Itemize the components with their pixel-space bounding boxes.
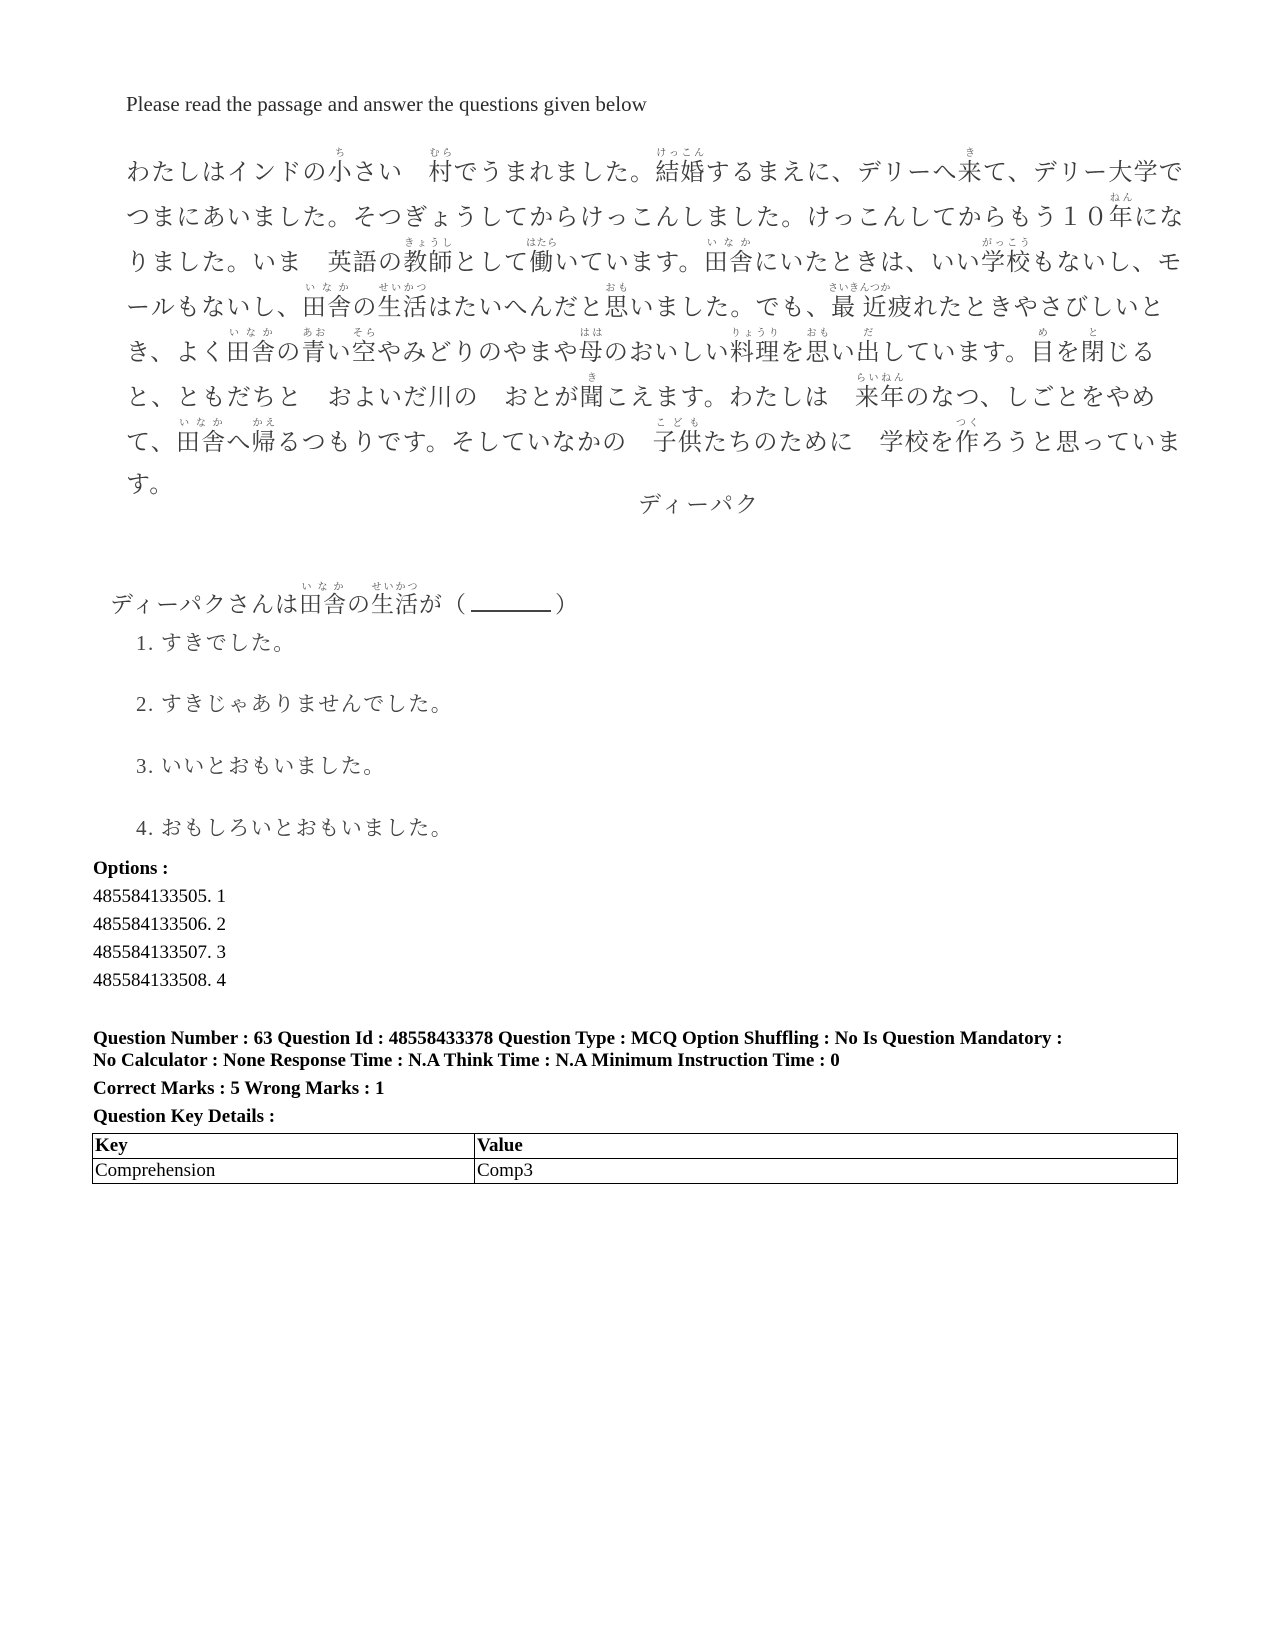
passage-segment: じる xyxy=(1105,338,1157,366)
furigana-word: 帰かえ xyxy=(251,418,277,456)
passage-segment: はたいへんだと xyxy=(427,293,605,321)
furigana-word: 閉と xyxy=(1080,328,1106,366)
passage-segment: を xyxy=(780,338,806,366)
furigana-word: 学校がっこう xyxy=(980,238,1032,276)
furigana-word: 最近さいきんつか xyxy=(828,283,891,321)
choice-text: おもしろいとおもいました。 xyxy=(160,816,454,840)
furigana-word: 目め xyxy=(1030,328,1056,366)
furigana-word: 料理りょうり xyxy=(729,328,781,366)
question-meta-line2: No Calculator : None Response Time : N.A Think Time : N.A Minimum Instruction Time : 0 xyxy=(93,1050,840,1071)
furigana-word: 子供こども xyxy=(652,418,703,456)
stem-text-before: ディーパクさんは xyxy=(110,592,300,618)
option-item: 485584133506. 2 xyxy=(93,914,226,935)
choice-text: すきじゃありませんでした。 xyxy=(160,692,454,716)
passage-segment: の xyxy=(378,248,404,276)
key-details-header: Question Key Details : xyxy=(93,1106,276,1127)
passage-segment: りました。いま xyxy=(126,248,328,276)
passage-segment: と、ともだちと およいだ川の おとが xyxy=(126,383,580,411)
table-header-key: Key xyxy=(93,1134,475,1159)
furigana-word: 田舎いなか xyxy=(301,283,353,321)
passage-line xyxy=(126,283,1165,328)
table-row xyxy=(93,1159,1178,1184)
passage-segment: のなつ、しごとをやめ xyxy=(905,383,1157,411)
passage-segment: ールもないし、 xyxy=(126,293,302,321)
stem-text-middle: の xyxy=(347,592,372,618)
passage-line xyxy=(126,328,1156,373)
furigana-word: 来年らいねん xyxy=(854,373,906,411)
choice-text: すきでした。 xyxy=(160,631,296,655)
passage-line xyxy=(126,418,1182,463)
passage-segment: わたしはインドの xyxy=(126,158,328,186)
passage-line xyxy=(126,238,1183,283)
passage-segment: ろうと思っていま xyxy=(980,428,1182,456)
stem-text-open: が（ xyxy=(419,592,468,618)
passage-segment: さい xyxy=(352,158,429,186)
table-cell-key: Comprehension xyxy=(93,1159,475,1184)
stem-text-close: ） xyxy=(555,592,580,618)
furigana-word: 母はは xyxy=(578,328,604,366)
furigana-word: 田舎いなか xyxy=(175,418,227,456)
question-stem xyxy=(110,582,579,619)
passage-segment: のおいしい xyxy=(603,338,730,366)
passage-author: ディーパク xyxy=(638,492,761,518)
furigana-word: 田舎いなか xyxy=(225,328,277,366)
passage-segment: き、よく xyxy=(126,338,226,366)
table-header-value: Value xyxy=(475,1134,1178,1159)
passage-segment: たちのために 学校を xyxy=(702,428,955,456)
passage-segment: やみどりのやまや xyxy=(377,338,579,366)
furigana-word: 出だ xyxy=(855,328,882,366)
passage-segment: い xyxy=(830,338,856,366)
furigana-word: 思おも xyxy=(604,283,630,321)
choice-number: 4. xyxy=(136,816,155,840)
passage-segment: こえます。わたしは xyxy=(604,383,855,411)
question-meta xyxy=(93,1028,1193,1072)
passage-line xyxy=(126,193,1185,238)
passage-segment: しています。 xyxy=(881,338,1031,366)
options-list xyxy=(93,855,226,995)
option-item: 485584133505. 1 xyxy=(93,886,226,907)
passage-segment: の xyxy=(276,338,302,366)
choice-number: 1. xyxy=(136,631,155,655)
passage-segment: れたときやさびしいと xyxy=(912,293,1165,321)
furigana-word: 思おも xyxy=(805,328,831,366)
passage-text xyxy=(126,148,1185,505)
furigana-word: 働はたら xyxy=(526,238,558,276)
passage-segment: にな xyxy=(1134,203,1185,231)
passage-segment: にいたときは、いい xyxy=(754,248,981,276)
choice-item xyxy=(136,750,386,780)
options-header: Options : xyxy=(93,858,169,879)
passage-segment: つまにあいました。そつぎょうしてからけっこんしました。けっこんしてからもう１０ xyxy=(126,203,1109,231)
passage-segment: でうまれました。 xyxy=(453,158,656,186)
furigana-word: 村むら xyxy=(428,148,454,186)
choice-item xyxy=(136,627,296,657)
choice-number: 2. xyxy=(136,692,155,716)
passage-segment: いています。 xyxy=(554,248,704,276)
furigana-word: 空そら xyxy=(351,328,378,366)
furigana-word: 聞き xyxy=(579,373,605,411)
option-item: 485584133508. 4 xyxy=(93,970,226,991)
table-header-row xyxy=(93,1134,1178,1159)
passage-segment: いました。でも、 xyxy=(629,293,832,321)
furigana-word: 年ねん xyxy=(1108,193,1134,231)
choice-text: いいとおもいました。 xyxy=(160,754,386,778)
passage-segment: の xyxy=(352,293,378,321)
passage-line xyxy=(126,148,1184,193)
passage-segment: もないし、モ xyxy=(1031,248,1183,276)
furigana-word: 田舎いなか xyxy=(703,238,755,276)
passage-segment: て、デリー大学で xyxy=(982,158,1184,186)
passage-instruction: Please read the passage and answer the questions given below xyxy=(126,92,647,116)
furigana-word: 作つく xyxy=(954,418,981,456)
passage-segment: て、 xyxy=(126,428,176,456)
key-details-table xyxy=(92,1133,1178,1184)
choice-item xyxy=(136,812,453,842)
furigana-word: 生活せいかつ xyxy=(377,283,428,321)
passage-segment: 英語 xyxy=(327,248,379,276)
passage-segment: へ xyxy=(226,428,252,456)
passage-line xyxy=(126,373,1156,418)
option-item: 485584133507. 3 xyxy=(93,942,226,963)
furigana-word: 来き xyxy=(957,148,983,186)
question-meta-line1: Question Number : 63 Question Id : 48558433378 Question Type : MCQ Option Shuffling : No Is Question Mandatory : xyxy=(93,1028,1063,1049)
answer-blank xyxy=(471,592,551,612)
stem-ruby-seikatsu: 生活せいかつ xyxy=(371,582,420,618)
passage-segment: るつもりです。そしていなかの xyxy=(276,428,653,456)
passage-segment: 疲 xyxy=(887,293,913,321)
passage-segment: するまえに、デリーへ xyxy=(705,158,958,186)
choice-item xyxy=(136,688,453,718)
stem-ruby-inaka: 田舎いなか xyxy=(299,582,348,618)
passage-segment: として xyxy=(453,248,530,276)
passage-segment: い xyxy=(326,338,352,366)
furigana-word: 結婚けっこん xyxy=(655,148,706,186)
furigana-word: 小ち xyxy=(327,148,353,186)
furigana-word: 青あお xyxy=(301,328,327,366)
passage-segment: を xyxy=(1055,338,1081,366)
table-cell-value: Comp3 xyxy=(475,1159,1178,1184)
choice-number: 3. xyxy=(136,754,155,778)
furigana-word: 教師きょうし xyxy=(403,238,454,276)
question-marks: Correct Marks : 5 Wrong Marks : 1 xyxy=(93,1078,385,1099)
passage-segment: す。 xyxy=(126,470,175,498)
